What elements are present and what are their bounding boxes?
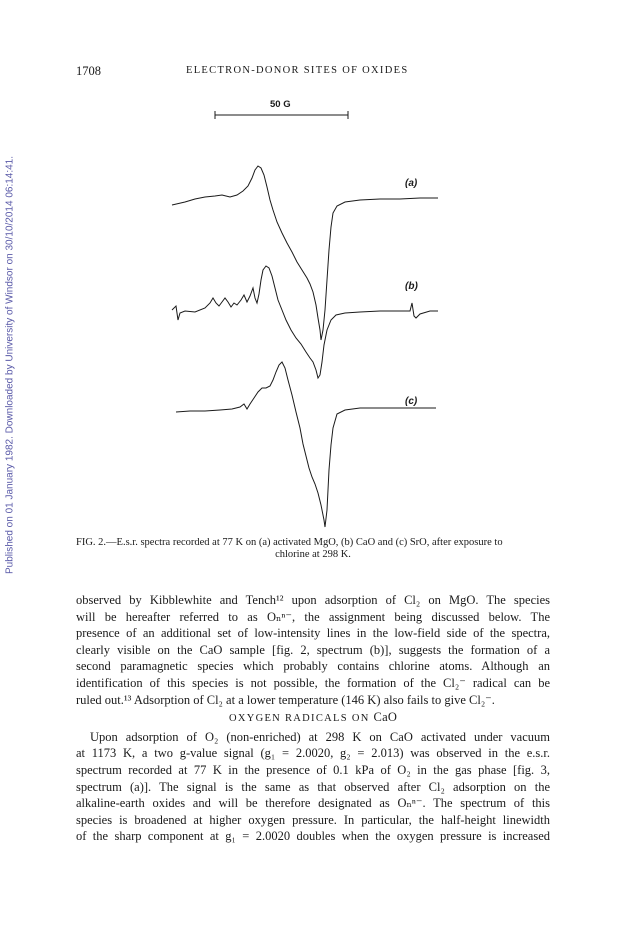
section-heading-text: OXYGEN RADICALS ON bbox=[228, 713, 370, 725]
page-number: 1708 bbox=[76, 64, 101, 78]
spectrum-trace-c bbox=[176, 362, 436, 527]
text-line: presence of an additional set of low-intensity lines in the low-field side of the spectra, bbox=[76, 626, 550, 641]
text-line: second paramagnetic species which probably contains chlorine atoms. Although an bbox=[76, 659, 550, 674]
text-line: identification of this species is not possible, the formation of the Cl₂⁻ radical can be bbox=[76, 675, 550, 690]
caption-line: chlorine at 298 K. bbox=[275, 549, 351, 560]
spectrum-trace-a bbox=[172, 166, 438, 340]
section-heading-chem: CaO bbox=[373, 710, 398, 725]
text-line: species is broadened at higher oxygen pressure. In particular, the half-height linewidth bbox=[76, 812, 550, 827]
spectrum-trace-b bbox=[172, 266, 438, 378]
text-line: at 1173 K, a two g-value signal (g₁ = 2.0020, g₂ = 2.013) was observed in the e.s.r. bbox=[76, 746, 550, 761]
text-line: will be hereafter referred to as Oₙⁿ⁻, the assignment being discussed below. The bbox=[76, 609, 550, 624]
text-line: spectrum (a)]. The signal is the same as that observed after Cl₂ adsorption on the bbox=[76, 779, 550, 794]
text-line: Upon adsorption of O₂ (non-enriched) at 298 K on CaO activated under vacuum bbox=[90, 729, 550, 744]
body-text bbox=[76, 592, 550, 845]
scale-bar-label: 50 G bbox=[270, 99, 291, 110]
section-heading bbox=[76, 709, 550, 728]
text-line: spectrum recorded at 77 K in the presence of 0.1 kPa of O₂ in the gas phase [fig. 3, bbox=[76, 762, 550, 777]
text-line: clearly visible on the CaO sample [fig. 2, spectrum (b)], suggests the formation of a bbox=[76, 642, 550, 657]
figure-caption bbox=[76, 537, 550, 561]
trace-label-a: (a) bbox=[405, 178, 418, 189]
provenance-text: Published on 01 January 1982. Downloaded by University of Windsor on 30/10/2014 06:14:41. bbox=[4, 155, 16, 575]
text-line: of the sharp component at g₁ = 2.0020 doubles when the oxygen pressure is increased bbox=[76, 829, 550, 844]
trace-label-c: (c) bbox=[405, 396, 418, 407]
caption-line: FIG. 2.—E.s.r. spectra recorded at 77 K on (a) activated MgO, (b) CaO and (c) SrO, after exposure to bbox=[76, 537, 503, 548]
text-line: observed by Kibblewhite and Tench¹² upon adsorption of Cl₂ on MgO. The species bbox=[76, 593, 550, 607]
running-title: ELECTRON-DONOR SITES OF OXIDES bbox=[186, 65, 409, 76]
trace-label-b: (b) bbox=[405, 281, 418, 292]
text-line: ruled out.¹³ Adsorption of Cl₂ at a lower temperature (146 K) also fails to give Cl₂⁻. bbox=[76, 692, 495, 707]
text-line: alkaline-earth oxides and will be therefore designated as Oₙⁿ⁻. The spectrum of this bbox=[76, 796, 550, 811]
